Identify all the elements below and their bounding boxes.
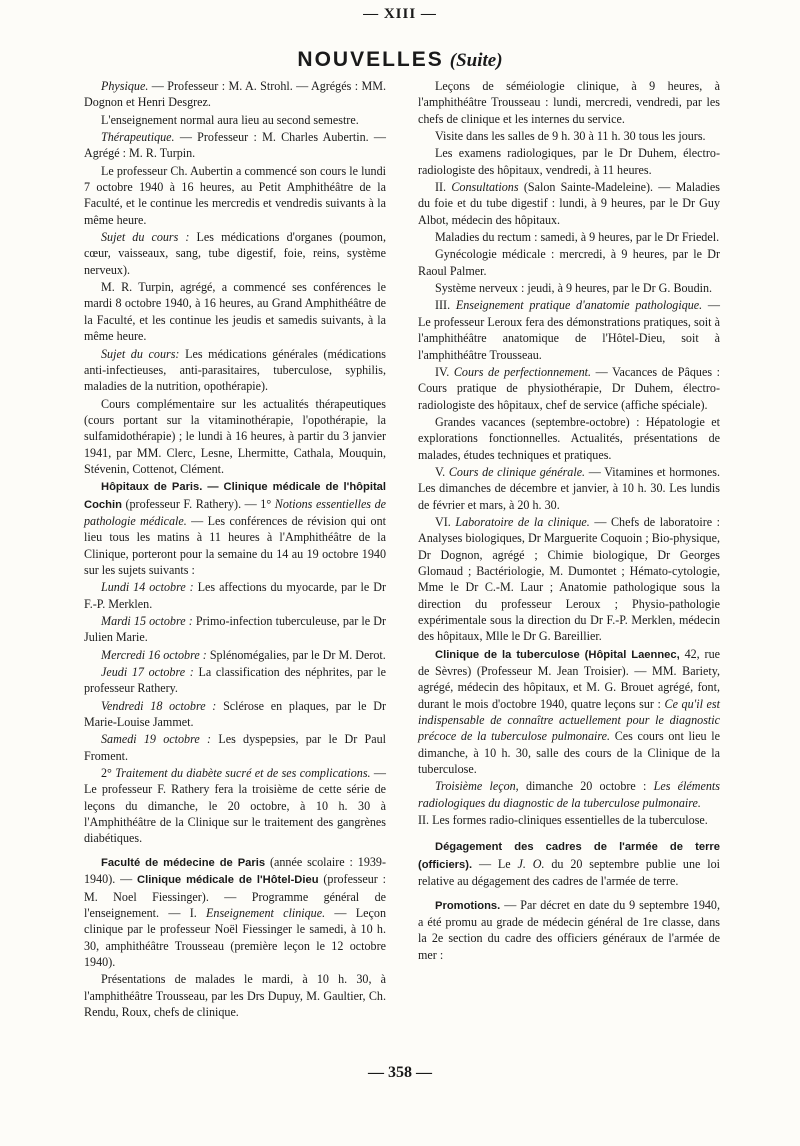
- paragraph: Système nerveux : jeudi, à 9 heures, par le Dr G. Boudin.: [435, 281, 713, 296]
- paragraph: Leçons de séméiologie clinique, à 9 heures, à l'amphithéâtre Trousseau : lundi, mercredi, vendredi, par les chefs de clinique et les internes du service.: [418, 79, 720, 126]
- paragraph: Le professeur Ch. Aubertin a commencé son cours le lundi 7 octobre 1940 à 16 heures, au Petit Amphithéâtre de la Faculté, et le continue les mercredis et vendredis suivants à la même heure.: [84, 163, 386, 227]
- page-number: — 358 —: [368, 1064, 432, 1081]
- page-title: [0, 46, 800, 76]
- paragraph-sujet: Sujet du cours: Les médications générales (médications anti-infectieuses, anti-parasitaires, tuberculose, syphilis, maladies de la nutrition, opothérapie).: [84, 346, 386, 394]
- paragraph-consultations: II. Consultations (Salon Sainte-Madeleine). — Maladies du foie et du tube digestif : lundi, à 9 heures, par le Dr Guy Albot, médecin des hôpitaux.: [418, 180, 720, 227]
- paragraph-cochin: Hôpitaux de Paris. — Clinique médicale de l'hôpital Cochin (professeur F. Rathery). — 1° Notions essentielles de pathologie médicale. — Les conférences de révision qui ont lieu tous les matins à 11 heures à l'Amphithéâtre de la Clinique, porteront pour la semaine du 14 au 19 octobre 1940 sur les sujets suivants :: [84, 481, 386, 577]
- paragraph-faculte: Faculté de médecine de Paris (année scolaire : 1939-1940). — Clinique médicale de l'Hôtel-Dieu (professeur : M. Noel Fiessinger). — Programme général de l'enseignement. — I. Enseignement clinique. — Leçon clinique par le professeur Noël Fiessinger le samedi, à 10 h. 30, amphithéâtre Trousseau (première leçon le 12 octobre 1940).: [84, 854, 387, 969]
- paragraph: Gynécologie médicale : mercredi, à 9 heures, par le Dr Raoul Palmer.: [418, 247, 720, 278]
- paragraph-degagement: Dégagement des cadres de l'armée de terre (officiers). — Le J. O. du 20 septembre publie une loi relative au dégagement des cadres de l'armée de terre.: [418, 841, 721, 889]
- paragraph-sujet: Sujet du cours : Les médications d'organes (poumon, cœur, vaisseaux, sang, tube digestif, foie, reins, système nerveux).: [84, 230, 386, 277]
- paragraph-physique: Physique. — Professeur : M. A. Strohl. — Agrégés : MM. Dognon et Henri Desgrez.: [84, 79, 386, 110]
- paragraph: Les examens radiologiques, par le Dr Duhem, électro-radiologiste des hôpitaux, vendredi, à 11 heures.: [418, 146, 720, 177]
- paragraph: Grandes vacances (septembre-octobre) : Hépatologie et explorations fonctionnelles. Actualités, présentations de malades, études techniques et pratiques.: [418, 414, 720, 462]
- paragraph: Présentations de malades le mardi, à 10 h. 30, à l'amphithéâtre Trousseau, par les Drs Dupuy, M. Gaultier, Ch. Rendu, Roux, chefs de clinique.: [84, 972, 386, 1019]
- right-column: [418, 78, 720, 964]
- paragraph-promotions: Promotions. — Par décret en date du 9 septembre 1940, a été promu au grade de médecin général de 1re classe, dans la 2e section du cadre des officiers généraux de l'armée de mer :: [418, 897, 720, 962]
- title-suite: (Suite): [449, 50, 503, 71]
- paragraph-perfectionnement: IV. Cours de perfectionnement. — Vacances de Pâques : Cours pratique de physiothérapie, Dr Duhem, électro-radiologiste des hôpitaux, chef de service (affiche spéciale).: [418, 364, 721, 412]
- schedule-day: Lundi 14 octobre : Les affections du myocarde, par le Dr F.-P. Merklen.: [84, 580, 387, 611]
- schedule-day: Samedi 19 octobre : Les dyspepsies, par le Dr Paul Froment.: [84, 732, 386, 763]
- schedule-day: Mercredi 16 octobre : Splénomégalies, par le Dr M. Derot.: [101, 647, 386, 662]
- left-column: [84, 78, 386, 1021]
- paragraph-troisieme-lecon: Troisième leçon, dimanche 20 octobre : Les éléments radiologiques du diagnostic de la tuberculose pulmonaire.: [418, 779, 720, 810]
- paragraph: II. Les formes radio-cliniques essentielles de la tuberculose.: [418, 813, 708, 828]
- paragraph: L'enseignement normal aura lieu au second semestre.: [101, 112, 359, 127]
- roman-folio: — XIII —: [363, 6, 437, 22]
- paragraph-laboratoire: VI. Laboratoire de la clinique. — Chefs de laboratoire : Analyses biologiques, Dr Marguerite Coquoin ; Bio-physique, Dr Dognon, agrégé ; Chimie biologique, Dr Georges Glomaud ; Bactériologie, M. Dumontet ; Hémato-cytologie, Mme le Dr C.-M. Laur ; Anatomie pathologique sous la direction du professeur Leroux ; Physio-pathologie expérimentale sous la direction du Dr F.-P. Merklen, médecin des hôpitaux, Mlle le Dr G. Bareillier.: [418, 514, 720, 644]
- paragraph-laennec: Clinique de la tuberculose (Hôpital Laennec, 42, rue de Sèvres) (Professeur M. Jean Troisier). — MM. Bariety, agrégé, médecin des hôpitaux, et M. G. Brouet agrégé, font, durant le mois d'octobre 1940, quatre leçons sur : Ce qu'il est indispensable de connaître actuellement pour le diagnostic précoce de la tuberculose pulmonaire. Ces cours ont lieu le dimanche, à 10 h. 30, salle des cours de la Clinique de la tuberculose.: [418, 646, 720, 777]
- paragraph: Cours complémentaire sur les actualités thérapeutiques (cours portant sur la vitaminothérapie, l'opothérapie, la sulfamidothérapie) ; le lundi à 16 heures, à partir du 3 janvier 1941, par MM. Clerc, Lesne, Lhermitte, Cathala, Mouquin, Stévenin, Cottenot, Clément.: [84, 396, 386, 476]
- paragraph-diabete: 2° Traitement du diabète sucré et de ses complications. — Le professeur F. Rathery fera la troisième de cette série de leçons du dimanche, le 20 octobre, à 10 h. 30 à l'Amphithéâtre de la Clinique sur le traitement des gangrènes diabétiques.: [84, 766, 386, 846]
- paragraph-therapeutique: Thérapeutique. — Professeur : M. Charles Aubertin. — Agrégé : M. R. Turpin.: [84, 130, 386, 161]
- paragraph-clinique-generale: V. Cours de clinique générale. — Vitamines et hormones. Les dimanches de décembre et janvier, à 10 h. 30. Les lundis de février et mars, à 20 h. 30.: [418, 464, 720, 512]
- schedule-day: Vendredi 18 octobre : Sclérose en plaques, par le Dr Marie-Louise Jammet.: [84, 698, 386, 730]
- paragraph: Visite dans les salles de 9 h. 30 à 11 h. 30 tous les jours.: [435, 129, 706, 144]
- paragraph: M. R. Turpin, agrégé, a commencé ses conférences le mardi 8 octobre 1940, à 16 heures, au Grand Amphithéâtre de la Faculté, et les continue les jeudis et samedis suivants, à la même heure.: [84, 280, 386, 344]
- paragraph-anatomie: III. Enseignement pratique d'anatomie pathologique. — Le professeur Leroux fera des démonstrations pratiques, soit à l'amphithéâtre anatomique de l'Hôtel-Dieu, soit à l'amphithéâtre Trousseau.: [418, 298, 720, 362]
- paragraph: Maladies du rectum : samedi, à 9 heures, par le Dr Friedel.: [435, 230, 720, 245]
- schedule-day: Jeudi 17 octobre : La classification des néphrites, par le professeur Rathery.: [84, 665, 386, 696]
- title-main: NOUVELLES: [297, 48, 444, 71]
- schedule-day: Mardi 15 octobre : Primo-infection tuberculeuse, par le Dr Julien Marie.: [84, 614, 386, 645]
